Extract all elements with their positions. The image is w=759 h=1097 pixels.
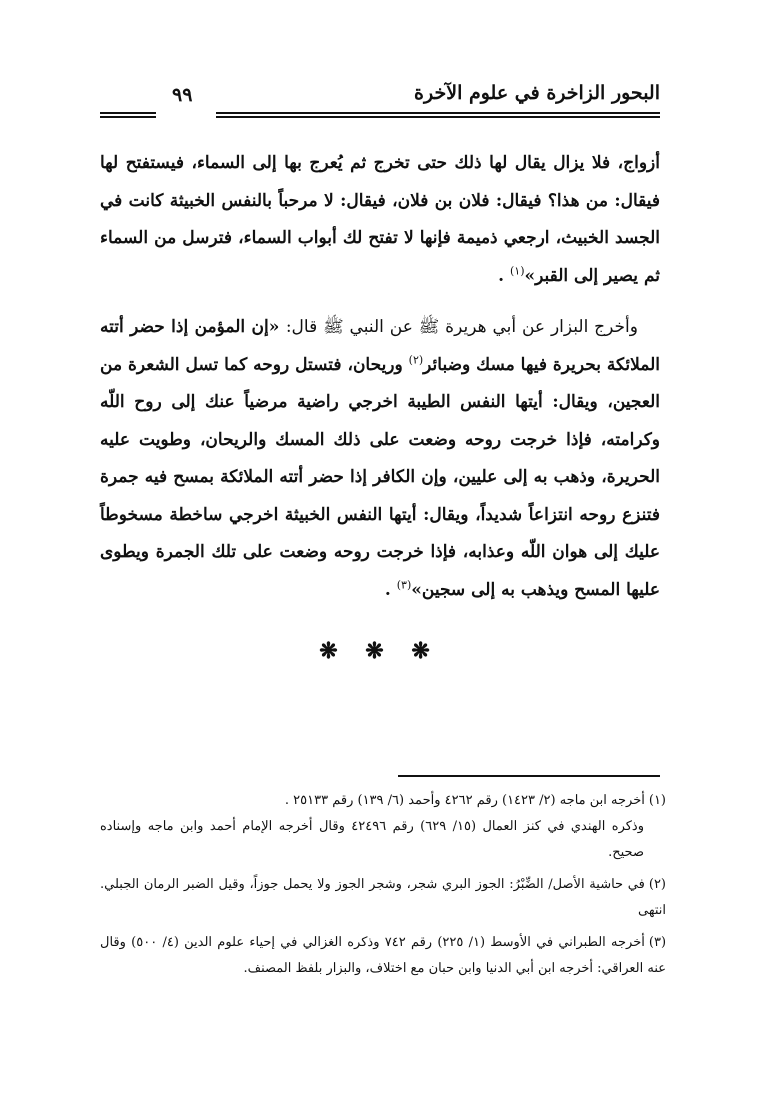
running-title: البحور الزاخرة في علوم الآخرة	[414, 82, 660, 104]
footnote-1	[100, 788, 666, 866]
section-separator: ❋ ❋ ❋	[319, 638, 440, 664]
paragraph-2-intro: وأخرج البزار عن أبي هريرة ﷺ عن النبي ﷺ قال:	[285, 317, 638, 337]
footnote-3-text: أخرجه الطبراني في الأوسط (١/ ٢٢٥) رقم ٧٤٢ وذكره الغزالي في إحياء علوم الدين (٤/ ٥٠٠) وقال عنه العراقي: أخرجه ابن أبي الدنيا وابن حبان مع اختلاف، والبزار بلفظ المصنف.	[100, 935, 666, 976]
footnote-ref-2: (٢)	[408, 352, 424, 366]
paragraph-1-text: أزواج، فلا يزال يقال لها ذلك حتى تخرج ثم يُعرج بها إلى السماء، فيستفتح لها فيقال: من هذا؟ فيقال: فلان بن فلان، فيقال: لا مرحباً بالنفس الخبيثة كانت في الجسد الخبيث، ارجعي ذميمة فإنها لا تفتح لك أبواب السماء، فترسل من السماء ثم يصير إلى القبر»	[100, 153, 660, 286]
footnote-rule	[398, 775, 660, 777]
footnote-2-text: في حاشية الأصل/ الضِّبْرُ: الجوز البري شجر، وشجر الجوز ولا يحمل جوزاً، وقيل الضبر الرمان الجبلي. انتهى	[100, 877, 666, 918]
paragraph-1-end: .	[498, 265, 505, 286]
page-header	[100, 82, 660, 122]
footnote-ref-3: (٣)	[396, 577, 412, 591]
hadith-text-part1: «إن المؤمن إذا حضر أتته الملائكة بحريرة فيها مسك وضبائر	[100, 317, 660, 375]
paragraph-2-end: .	[384, 579, 391, 600]
footnotes	[100, 788, 666, 988]
paragraph-1	[100, 145, 660, 295]
header-rule-left	[100, 112, 156, 118]
footnote-2	[100, 872, 666, 924]
header-rule-right	[216, 112, 660, 118]
footnote-ref-1: (١)	[509, 263, 525, 277]
footnote-1-text: أخرجه ابن ماجه (٢/ ١٤٢٣) رقم ٤٢٦٢ وأحمد (٦/ ١٣٩) رقم ٢٥١٣٣ .	[284, 793, 645, 808]
paragraph-2	[100, 309, 660, 609]
footnote-1-continuation: وذكره الهندي في كنز العمال (١٥/ ٦٢٩) رقم ٤٢٤٩٦ وقال أخرجه الإمام أحمد وابن ماجه وإسناده صحيح.	[100, 819, 644, 860]
page-number: ٩٩	[172, 84, 193, 106]
footnote-3	[100, 930, 666, 982]
main-text	[100, 145, 660, 609]
footnote-2-number: (٢)	[648, 877, 666, 892]
hadith-text-part2: وريحان، فتستل روحه كما تسل الشعرة من العجين، ويقال: أيتها النفس الطيبة اخرجي راضية مرضياً عنك إلى روح اللّه وكرامته، فإذا خرجت روحه وضعت على ذلك المسك والريحان، وطويت عليه الحريرة، وذهب به إلى عليين، وإن الكافر إذا حضر أتته الملائكة بمسح فيه جمرة فتنزع روحه انتزاعاً شديداً، ويقال: أيتها النفس الخبيثة اخرجي ساخطة مسخوطاً عليك إلى هوان اللّه وعذابه، فإذا خرجت روحه وضعت على تلك الجمرة ويطوى عليها المسح ويذهب به إلى سجين»	[100, 354, 660, 600]
footnote-1-number: (١)	[648, 793, 666, 808]
footnote-3-number: (٣)	[648, 935, 667, 950]
